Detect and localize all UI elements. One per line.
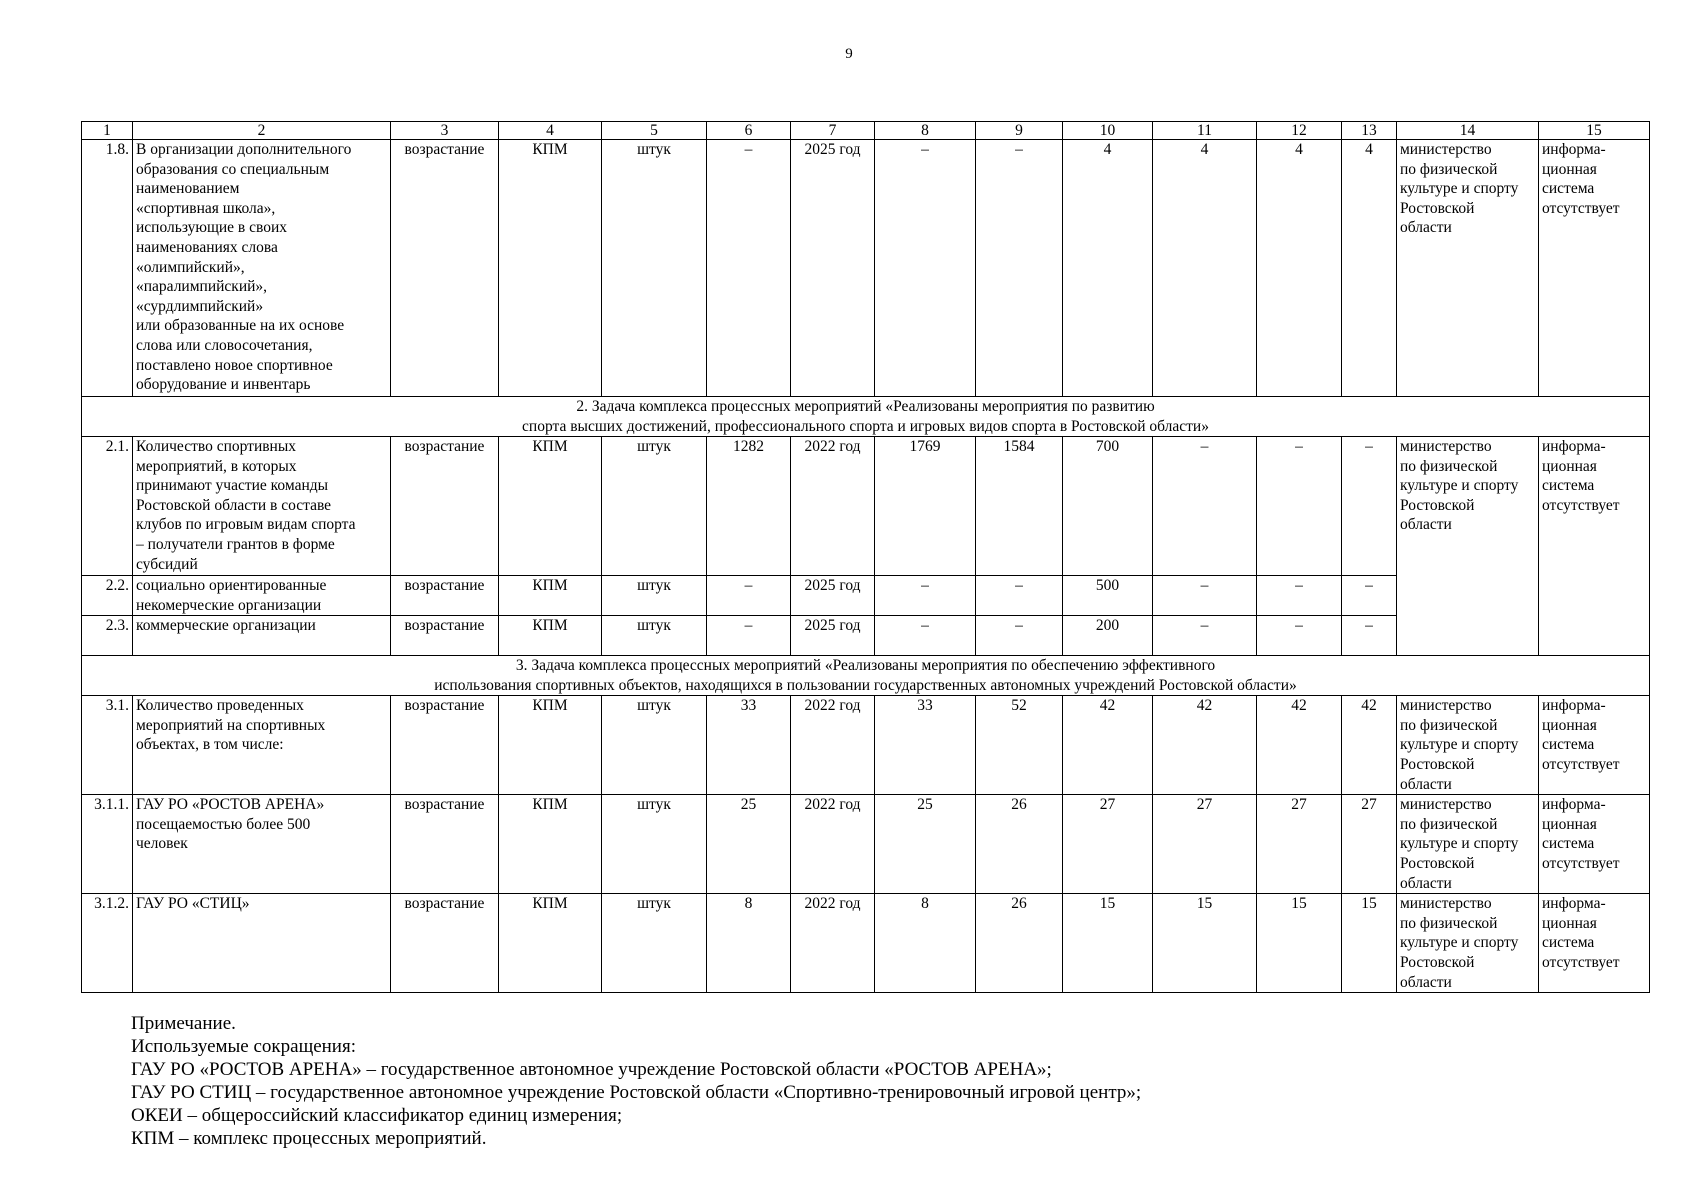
- row-number: 3.1.1.: [82, 795, 133, 894]
- value-cell: 42: [1063, 696, 1153, 795]
- section-row: [82, 397, 1650, 437]
- value-cell: 42: [1342, 696, 1397, 795]
- value-cell: 1584: [976, 437, 1063, 576]
- value-cell: –: [1257, 437, 1342, 576]
- value-cell: 15: [1257, 894, 1342, 993]
- row-number: 2.2.: [82, 576, 133, 616]
- value-cell: –: [976, 576, 1063, 616]
- value-cell: 4: [1257, 140, 1342, 397]
- column-number: 3: [391, 122, 499, 140]
- level-cell: КПМ: [499, 616, 602, 656]
- value-cell: –: [1153, 616, 1257, 656]
- note-heading: Примечание.: [131, 1013, 236, 1034]
- value-cell: –: [1153, 576, 1257, 616]
- value-cell: 15: [1063, 894, 1153, 993]
- base-year-cell: 2025 год: [791, 576, 875, 616]
- column-number: 8: [875, 122, 976, 140]
- value-cell: 27: [1342, 795, 1397, 894]
- responsible-cell: министерство по физической культуре и спорту Ростовской области: [1397, 795, 1539, 894]
- value-cell: 27: [1153, 795, 1257, 894]
- base-year-cell: 2025 год: [791, 140, 875, 397]
- info-system-cell: информа- ционная система отсутствует: [1539, 795, 1650, 894]
- value-cell: –: [1342, 576, 1397, 616]
- indicator-name: Количество спортивных мероприятий, в которых принимают участие команды Ростовской области в составе клубов по игровым видам спорта – получатели грантов в форме субсидий: [133, 437, 391, 576]
- column-number: 6: [707, 122, 791, 140]
- unit-cell: штук: [602, 696, 707, 795]
- value-cell: –: [1342, 437, 1397, 576]
- level-cell: КПМ: [499, 140, 602, 397]
- column-number: 4: [499, 122, 602, 140]
- base-value-cell: 25: [707, 795, 791, 894]
- notes-block: [131, 1012, 1141, 1150]
- row-number: 2.3.: [82, 616, 133, 656]
- trend-cell: возрастание: [391, 140, 499, 397]
- responsible-cell: министерство по физической культуре и спорту Ростовской области: [1397, 140, 1539, 397]
- note-line: ГАУ РО «РОСТОВ АРЕНА» – государственное автономное учреждение Ростовской области «РОСТОВ АРЕНА»;: [131, 1059, 1052, 1080]
- column-number: 11: [1153, 122, 1257, 140]
- base-year-cell: 2022 год: [791, 894, 875, 993]
- base-year-cell: 2022 год: [791, 696, 875, 795]
- value-cell: 26: [976, 795, 1063, 894]
- trend-cell: возрастание: [391, 616, 499, 656]
- trend-cell: возрастание: [391, 894, 499, 993]
- value-cell: 26: [976, 894, 1063, 993]
- trend-cell: возрастание: [391, 696, 499, 795]
- section-row: [82, 656, 1650, 696]
- base-year-cell: 2025 год: [791, 616, 875, 656]
- indicator-name: Количество проведенных мероприятий на спортивных объектах, в том числе:: [133, 696, 391, 795]
- unit-cell: штук: [602, 140, 707, 397]
- value-cell: –: [976, 616, 1063, 656]
- value-cell: 15: [1342, 894, 1397, 993]
- section-title: 3. Задача комплекса процессных мероприятий «Реализованы мероприятия по обеспечению эффективного использования спортивных объектов, находящихся в пользовании государственных автономных учреждений Ростовской области»: [82, 656, 1650, 696]
- column-number: 9: [976, 122, 1063, 140]
- trend-cell: возрастание: [391, 795, 499, 894]
- table-row: [82, 437, 1650, 576]
- column-number: 1: [82, 122, 133, 140]
- value-cell: 4: [1063, 140, 1153, 397]
- column-number: 5: [602, 122, 707, 140]
- level-cell: КПМ: [499, 696, 602, 795]
- base-value-cell: –: [707, 616, 791, 656]
- level-cell: КПМ: [499, 437, 602, 576]
- unit-cell: штук: [602, 795, 707, 894]
- table-row: [82, 795, 1650, 894]
- value-cell: 27: [1257, 795, 1342, 894]
- base-value-cell: 8: [707, 894, 791, 993]
- indicator-name: социально ориентированные некомерческие организации: [133, 576, 391, 616]
- level-cell: КПМ: [499, 795, 602, 894]
- indicator-name: коммерческие организации: [133, 616, 391, 656]
- info-system-cell: информа- ционная система отсутствует: [1539, 894, 1650, 993]
- base-value-cell: 33: [707, 696, 791, 795]
- base-value-cell: –: [707, 140, 791, 397]
- base-value-cell: 1282: [707, 437, 791, 576]
- value-cell: –: [976, 140, 1063, 397]
- indicator-name: ГАУ РО «РОСТОВ АРЕНА» посещаемостью более 500 человек: [133, 795, 391, 894]
- value-cell: 52: [976, 696, 1063, 795]
- value-cell: –: [1153, 437, 1257, 576]
- note-line: ОКЕИ – общероссийский классификатор единиц измерения;: [131, 1105, 623, 1126]
- value-cell: –: [875, 140, 976, 397]
- responsible-cell: министерство по физической культуре и спорту Ростовской области: [1397, 696, 1539, 795]
- value-cell: 500: [1063, 576, 1153, 616]
- column-number: 13: [1342, 122, 1397, 140]
- base-value-cell: –: [707, 576, 791, 616]
- section-title: 2. Задача комплекса процессных мероприятий «Реализованы мероприятия по развитию спорта высших достижений, профессионального спорта и игровых видов спорта в Ростовской области»: [82, 397, 1650, 437]
- value-cell: 4: [1153, 140, 1257, 397]
- base-year-cell: 2022 год: [791, 437, 875, 576]
- responsible-cell: министерство по физической культуре и спорту Ростовской области: [1397, 894, 1539, 993]
- column-number: 2: [133, 122, 391, 140]
- value-cell: 42: [1257, 696, 1342, 795]
- trend-cell: возрастание: [391, 437, 499, 576]
- base-year-cell: 2022 год: [791, 795, 875, 894]
- value-cell: 4: [1342, 140, 1397, 397]
- indicators-table: [81, 121, 1650, 993]
- value-cell: 42: [1153, 696, 1257, 795]
- value-cell: 1769: [875, 437, 976, 576]
- info-system-cell: информа- ционная система отсутствует: [1539, 140, 1650, 397]
- unit-cell: штук: [602, 616, 707, 656]
- value-cell: –: [1257, 576, 1342, 616]
- value-cell: –: [1342, 616, 1397, 656]
- info-system-cell: информа- ционная система отсутствует: [1539, 437, 1650, 656]
- note-line: КПМ – комплекс процессных мероприятий.: [131, 1128, 487, 1149]
- level-cell: КПМ: [499, 894, 602, 993]
- table-row: [82, 894, 1650, 993]
- column-number: 14: [1397, 122, 1539, 140]
- unit-cell: штук: [602, 576, 707, 616]
- indicator-name: В организации дополнительного образования со специальным наименованием «спортивная школа», использующие в своих наименованиях слова «олимпийский», «паралимпийский», «сурдлимпийский» или образованные на их основе слова или словосочетания, поставлено новое спортивное оборудование и инвентарь: [133, 140, 391, 397]
- value-cell: 33: [875, 696, 976, 795]
- column-number: 15: [1539, 122, 1650, 140]
- column-number: 7: [791, 122, 875, 140]
- value-cell: 8: [875, 894, 976, 993]
- info-system-cell: информа- ционная система отсутствует: [1539, 696, 1650, 795]
- row-number: 3.1.: [82, 696, 133, 795]
- value-cell: 700: [1063, 437, 1153, 576]
- table-row: [82, 696, 1650, 795]
- note-line: ГАУ РО СТИЦ – государственное автономное учреждение Ростовской области «Спортивно-тренировочный игровой центр»;: [131, 1082, 1142, 1103]
- table-row: [82, 140, 1650, 397]
- unit-cell: штук: [602, 437, 707, 576]
- row-number: 3.1.2.: [82, 894, 133, 993]
- column-number: 10: [1063, 122, 1153, 140]
- level-cell: КПМ: [499, 576, 602, 616]
- value-cell: –: [875, 616, 976, 656]
- responsible-cell: министерство по физической культуре и спорту Ростовской области: [1397, 437, 1539, 656]
- value-cell: 25: [875, 795, 976, 894]
- page-number: 9: [845, 46, 853, 62]
- trend-cell: возрастание: [391, 576, 499, 616]
- indicator-name: ГАУ РО «СТИЦ»: [133, 894, 391, 993]
- row-number: 2.1.: [82, 437, 133, 576]
- value-cell: 15: [1153, 894, 1257, 993]
- column-number: 12: [1257, 122, 1342, 140]
- unit-cell: штук: [602, 894, 707, 993]
- value-cell: –: [875, 576, 976, 616]
- value-cell: 27: [1063, 795, 1153, 894]
- row-number: 1.8.: [82, 140, 133, 397]
- note-line: Используемые сокращения:: [131, 1036, 356, 1057]
- column-number-row: [82, 122, 1650, 140]
- value-cell: 200: [1063, 616, 1153, 656]
- value-cell: –: [1257, 616, 1342, 656]
